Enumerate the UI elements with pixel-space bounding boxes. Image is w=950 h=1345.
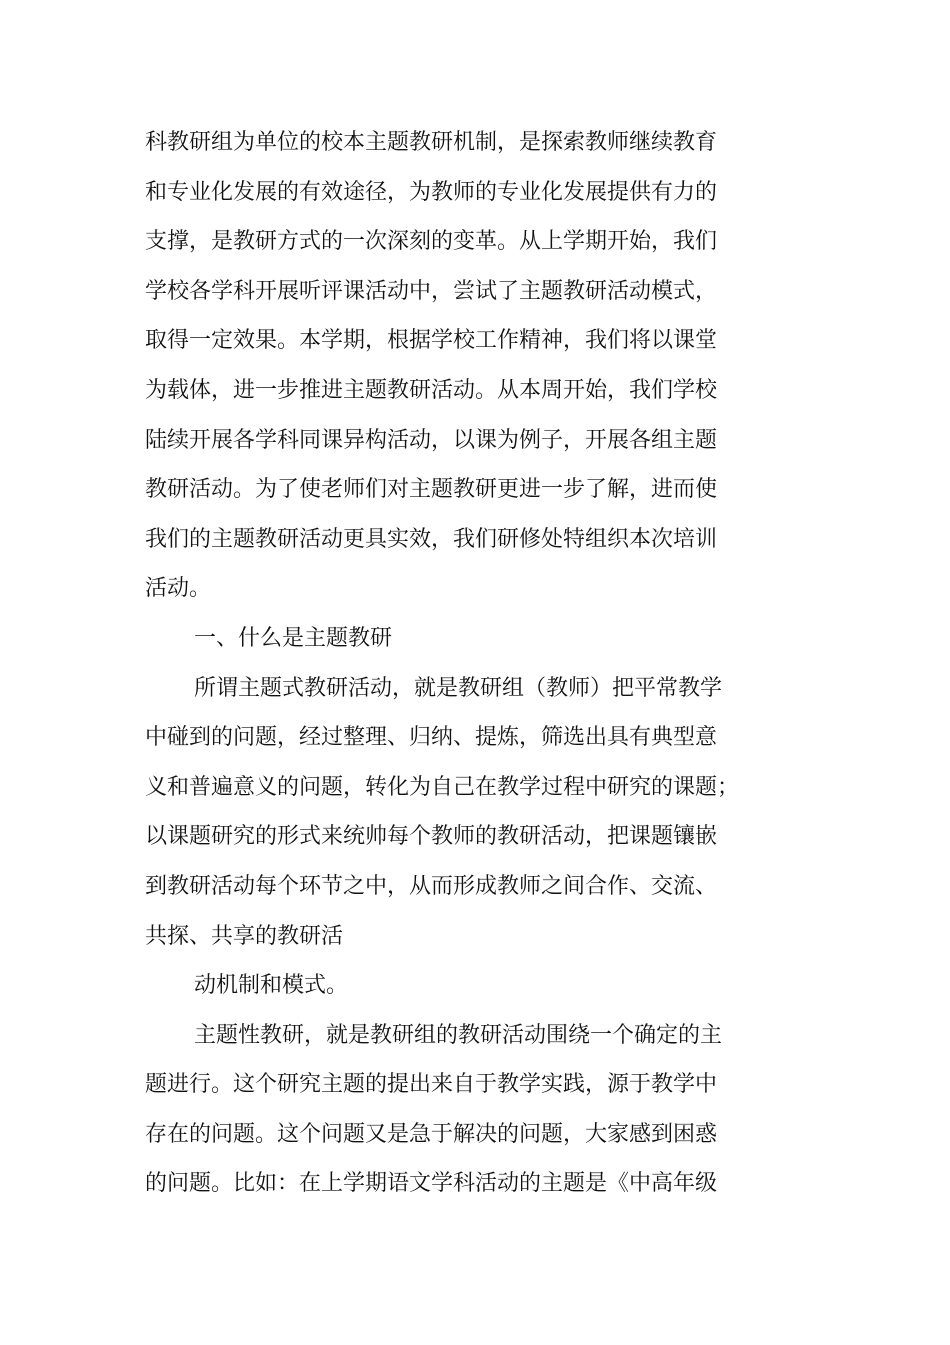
text-line: 教研活动。为了使老师们对主题教研更进一步了解，进而使: [145, 477, 718, 503]
text-line: 义和普遍意义的问题，转化为自己在教学过程中研究的课题；: [145, 774, 740, 800]
paragraph-start: 所谓主题式教研活动，就是教研组（教师）把平常教学: [194, 675, 723, 701]
text-line: 陆续开展各学科同课异构活动，以课为例子，开展各组主题: [145, 427, 718, 453]
text-line: 中碰到的问题，经过整理、归纳、提炼，筛选出具有典型意: [145, 725, 718, 751]
text-line: 我们的主题教研活动更具实效，我们研修处特组织本次培训: [145, 526, 718, 552]
text-line: 存在的问题。这个问题又是急于解决的问题，大家感到困惑: [145, 1121, 718, 1147]
text-line: 活动。: [145, 576, 212, 602]
text-line: 支撑，是教研方式的一次深刻的变革。从上学期开始，我们: [145, 229, 718, 255]
text-line: 学校各学科开展听评课活动中，尝试了主题教研活动模式，: [145, 278, 718, 304]
text-line: 科教研组为单位的校本主题教研机制，是探索教师继续教育: [145, 130, 718, 155]
text-line: 和专业化发展的有效途径，为教师的专业化发展提供有力的: [145, 179, 718, 205]
text-line: 题进行。这个研究主题的提出来自于教学实践，源于教学中: [145, 1072, 718, 1098]
text-line: 共探、共享的教研活: [145, 923, 344, 949]
text-line: 到教研活动每个环节之中，从而形成教师之间合作、交流、: [145, 873, 718, 899]
text-line: 取得一定效果。本学期，根据学校工作精神，我们将以课堂: [145, 328, 718, 354]
text-line: 为载体，进一步推进主题教研活动。从本周开始，我们学校: [145, 377, 718, 403]
document-body: [145, 118, 745, 1209]
text-line: 的问题。比如：在上学期语文学科活动的主题是《中高年级: [145, 1171, 718, 1197]
section-heading: 一、什么是主题教研: [194, 625, 393, 651]
paragraph-start: 主题性教研，就是教研组的教研活动围绕一个确定的主: [194, 1022, 723, 1048]
text-line: 动机制和模式。: [194, 973, 349, 999]
text-line: 以课题研究的形式来统帅每个教师的教研活动，把课题镶嵌: [145, 824, 718, 850]
